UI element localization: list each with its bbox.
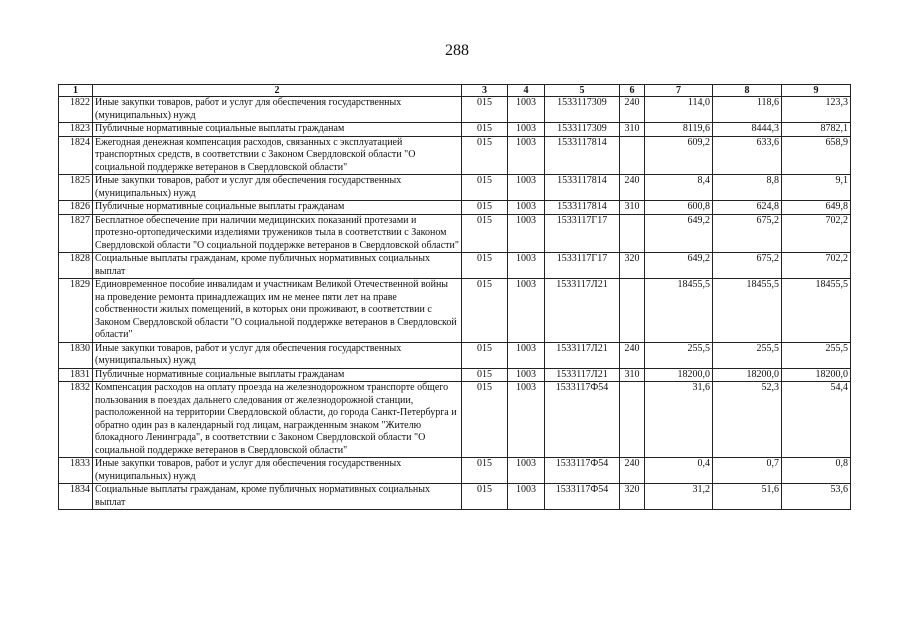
header-col-6: 6 — [620, 85, 645, 97]
row-description: Бесплатное обеспечение при наличии медицинских показаний протезами и протезно-ортопедическими изделиями тружеников тыла в соответствии с Законом Свердловской области "О социальной поддержке ветеранов в Свердловской области" — [93, 214, 462, 253]
cell-amount-year-2: 255,5 — [713, 342, 782, 368]
row-number: 1826 — [59, 201, 93, 215]
cell-amount-year-1: 8119,6 — [645, 123, 713, 137]
row-number: 1830 — [59, 342, 93, 368]
cell-section-code: 1003 — [508, 136, 545, 175]
cell-section-code: 1003 — [508, 342, 545, 368]
cell-admin-code: 015 — [462, 279, 508, 343]
cell-amount-year-3: 8782,1 — [782, 123, 851, 137]
cell-amount-year-3: 54,4 — [782, 382, 851, 458]
header-col-1: 1 — [59, 85, 93, 97]
table-row — [59, 136, 851, 175]
cell-expense-type: 310 — [620, 123, 645, 137]
header-col-3: 3 — [462, 85, 508, 97]
cell-amount-year-2: 118,6 — [713, 97, 782, 123]
table-row — [59, 279, 851, 343]
row-description: Компенсация расходов на оплату проезда на железнодорожном транспорте общего пользования в поездах дальнего следования от железнодорожной станции, расположенной на территории Свердловской области, до города Санкт-Петербурга и обратно один раз в календарный год лицам, награжденным знаком "Жителю блокадного Ленинграда", в соответствии с Законом Свердловской области "О социальной поддержке ветеранов в Свердловской области" — [93, 382, 462, 458]
cell-target-code: 1533117814 — [545, 175, 620, 201]
cell-target-code: 1533117309 — [545, 97, 620, 123]
cell-section-code: 1003 — [508, 458, 545, 484]
row-number: 1822 — [59, 97, 93, 123]
row-number: 1827 — [59, 214, 93, 253]
row-number: 1823 — [59, 123, 93, 137]
cell-amount-year-1: 600,8 — [645, 201, 713, 215]
budget-table — [58, 84, 851, 510]
cell-section-code: 1003 — [508, 97, 545, 123]
cell-target-code: 1533117Ф54 — [545, 382, 620, 458]
cell-expense-type: 240 — [620, 175, 645, 201]
cell-admin-code: 015 — [462, 175, 508, 201]
cell-amount-year-3: 123,3 — [782, 97, 851, 123]
cell-target-code: 1533117309 — [545, 123, 620, 137]
row-number: 1834 — [59, 484, 93, 510]
cell-target-code: 1533117Ф54 — [545, 484, 620, 510]
cell-target-code: 1533117Г17 — [545, 214, 620, 253]
page-number: 288 — [445, 42, 469, 59]
cell-target-code: 1533117Л21 — [545, 368, 620, 382]
cell-target-code: 1533117Л21 — [545, 342, 620, 368]
cell-amount-year-2: 675,2 — [713, 214, 782, 253]
cell-admin-code: 015 — [462, 136, 508, 175]
cell-amount-year-3: 702,2 — [782, 253, 851, 279]
cell-amount-year-2: 8444,3 — [713, 123, 782, 137]
cell-section-code: 1003 — [508, 484, 545, 510]
cell-section-code: 1003 — [508, 253, 545, 279]
cell-amount-year-1: 649,2 — [645, 253, 713, 279]
header-col-7: 7 — [645, 85, 713, 97]
cell-amount-year-2: 18200,0 — [713, 368, 782, 382]
cell-expense-type: 320 — [620, 484, 645, 510]
header-col-2: 2 — [93, 85, 462, 97]
cell-amount-year-3: 0,8 — [782, 458, 851, 484]
row-description: Ежегодная денежная компенсация расходов, связанных с эксплуатацией транспортных средств, в соответствии с Законом Свердловской области "О социальной поддержке ветеранов в Свердловской области" — [93, 136, 462, 175]
cell-amount-year-1: 114,0 — [645, 97, 713, 123]
cell-amount-year-2: 633,6 — [713, 136, 782, 175]
cell-expense-type: 310 — [620, 368, 645, 382]
cell-amount-year-2: 52,3 — [713, 382, 782, 458]
row-description: Иные закупки товаров, работ и услуг для обеспечения государственных (муниципальных) нужд — [93, 175, 462, 201]
header-col-5: 5 — [545, 85, 620, 97]
row-description: Публичные нормативные социальные выплаты гражданам — [93, 123, 462, 137]
cell-admin-code: 015 — [462, 97, 508, 123]
table-row — [59, 123, 851, 137]
table-row — [59, 214, 851, 253]
cell-admin-code: 015 — [462, 342, 508, 368]
row-number: 1825 — [59, 175, 93, 201]
cell-amount-year-3: 255,5 — [782, 342, 851, 368]
cell-amount-year-2: 624,8 — [713, 201, 782, 215]
cell-expense-type — [620, 279, 645, 343]
cell-expense-type: 240 — [620, 342, 645, 368]
cell-admin-code: 015 — [462, 458, 508, 484]
cell-admin-code: 015 — [462, 253, 508, 279]
row-description: Иные закупки товаров, работ и услуг для обеспечения государственных (муниципальных) нужд — [93, 97, 462, 123]
cell-amount-year-1: 31,2 — [645, 484, 713, 510]
cell-amount-year-3: 658,9 — [782, 136, 851, 175]
cell-target-code: 1533117Ф54 — [545, 458, 620, 484]
cell-amount-year-1: 31,6 — [645, 382, 713, 458]
cell-admin-code: 015 — [462, 382, 508, 458]
row-number: 1824 — [59, 136, 93, 175]
cell-amount-year-1: 8,4 — [645, 175, 713, 201]
table-row — [59, 201, 851, 215]
header-col-4: 4 — [508, 85, 545, 97]
cell-admin-code: 015 — [462, 123, 508, 137]
table-row — [59, 175, 851, 201]
cell-admin-code: 015 — [462, 368, 508, 382]
row-description: Иные закупки товаров, работ и услуг для обеспечения государственных (муниципальных) нужд — [93, 342, 462, 368]
cell-admin-code: 015 — [462, 214, 508, 253]
cell-amount-year-1: 18200,0 — [645, 368, 713, 382]
cell-section-code: 1003 — [508, 214, 545, 253]
table-row — [59, 97, 851, 123]
cell-expense-type — [620, 214, 645, 253]
cell-amount-year-3: 9,1 — [782, 175, 851, 201]
cell-section-code: 1003 — [508, 175, 545, 201]
cell-expense-type: 320 — [620, 253, 645, 279]
cell-expense-type — [620, 382, 645, 458]
cell-section-code: 1003 — [508, 123, 545, 137]
row-number: 1833 — [59, 458, 93, 484]
cell-expense-type: 240 — [620, 97, 645, 123]
cell-expense-type: 240 — [620, 458, 645, 484]
cell-admin-code: 015 — [462, 201, 508, 215]
cell-amount-year-2: 0,7 — [713, 458, 782, 484]
header-col-8: 8 — [713, 85, 782, 97]
cell-section-code: 1003 — [508, 382, 545, 458]
cell-amount-year-3: 702,2 — [782, 214, 851, 253]
table-row — [59, 342, 851, 368]
row-number: 1832 — [59, 382, 93, 458]
cell-amount-year-3: 18200,0 — [782, 368, 851, 382]
cell-amount-year-1: 609,2 — [645, 136, 713, 175]
row-number: 1828 — [59, 253, 93, 279]
cell-section-code: 1003 — [508, 201, 545, 215]
table-body — [59, 97, 851, 510]
row-description: Социальные выплаты гражданам, кроме публичных нормативных социальных выплат — [93, 484, 462, 510]
table-header — [59, 85, 851, 97]
cell-amount-year-2: 675,2 — [713, 253, 782, 279]
cell-amount-year-2: 18455,5 — [713, 279, 782, 343]
table-row — [59, 368, 851, 382]
cell-amount-year-2: 8,8 — [713, 175, 782, 201]
cell-amount-year-1: 649,2 — [645, 214, 713, 253]
table-row — [59, 382, 851, 458]
row-description: Иные закупки товаров, работ и услуг для обеспечения государственных (муниципальных) нужд — [93, 458, 462, 484]
cell-section-code: 1003 — [508, 279, 545, 343]
cell-section-code: 1003 — [508, 368, 545, 382]
cell-target-code: 1533117814 — [545, 136, 620, 175]
header-col-9: 9 — [782, 85, 851, 97]
cell-amount-year-2: 51,6 — [713, 484, 782, 510]
cell-amount-year-3: 18455,5 — [782, 279, 851, 343]
cell-target-code: 1533117Г17 — [545, 253, 620, 279]
row-description: Публичные нормативные социальные выплаты гражданам — [93, 201, 462, 215]
row-number: 1829 — [59, 279, 93, 343]
row-number: 1831 — [59, 368, 93, 382]
row-description: Социальные выплаты гражданам, кроме публичных нормативных социальных выплат — [93, 253, 462, 279]
table-row — [59, 484, 851, 510]
cell-admin-code: 015 — [462, 484, 508, 510]
row-description: Публичные нормативные социальные выплаты гражданам — [93, 368, 462, 382]
cell-target-code: 1533117814 — [545, 201, 620, 215]
cell-amount-year-1: 255,5 — [645, 342, 713, 368]
cell-target-code: 1533117Л21 — [545, 279, 620, 343]
cell-amount-year-1: 0,4 — [645, 458, 713, 484]
cell-amount-year-3: 53,6 — [782, 484, 851, 510]
cell-amount-year-1: 18455,5 — [645, 279, 713, 343]
cell-expense-type — [620, 136, 645, 175]
table-row — [59, 253, 851, 279]
row-description: Единовременное пособие инвалидам и участникам Великой Отечественной войны на проведение ремонта принадлежащих им не менее пяти лет на праве собственности жилых помещений, в которых они проживают, в соответствии с Законом Свердловской области "О социальной поддержке ветеранов в Свердловской области" — [93, 279, 462, 343]
cell-expense-type: 310 — [620, 201, 645, 215]
table-row — [59, 458, 851, 484]
cell-amount-year-3: 649,8 — [782, 201, 851, 215]
